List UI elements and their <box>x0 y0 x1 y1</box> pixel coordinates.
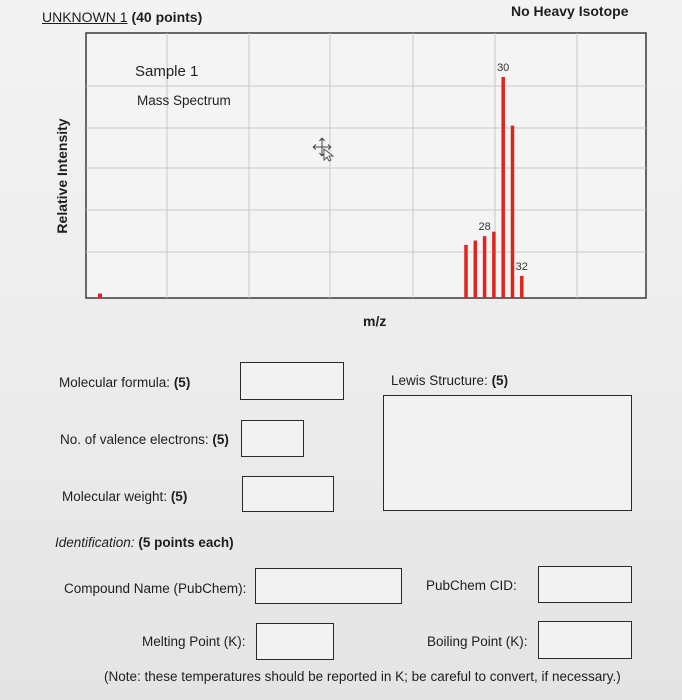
peak-bar-mz-27 <box>474 241 478 298</box>
melting-point-label: Melting Point (K): <box>142 634 246 649</box>
molecular-weight-label: Molecular weight: (5) <box>62 489 188 504</box>
chart-subtitle: Mass Spectrum <box>137 93 231 108</box>
peak-bar-mz-32 <box>520 276 524 298</box>
peak-bar-mz-26 <box>464 245 468 298</box>
y-axis-label: Relative Intensity <box>54 118 70 234</box>
pubchem-cid-label: PubChem CID: <box>426 578 517 593</box>
lewis-structure-box[interactable] <box>383 395 632 511</box>
lewis-structure-label: Lewis Structure: (5) <box>391 373 509 388</box>
molecular-weight-box[interactable] <box>242 476 334 512</box>
x-axis-label: m/z <box>363 313 387 329</box>
peak-bar-mz-28 <box>483 236 487 298</box>
peak-label-32: 32 <box>515 260 528 273</box>
compound-name-label: Compound Name (PubChem): <box>64 581 247 596</box>
peak-bar-mz-30 <box>501 77 505 298</box>
peak-bar-mz-1 <box>98 294 102 299</box>
melting-point-box[interactable] <box>256 623 334 660</box>
compound-name-box[interactable] <box>255 568 402 604</box>
chart-title: Sample 1 <box>135 63 199 80</box>
molecular-formula-box[interactable] <box>240 362 344 400</box>
peak-bar-mz-29 <box>492 232 496 298</box>
identification-heading: Identification: (5 points each) <box>55 535 234 550</box>
isotope-note: No Heavy Isotope <box>511 3 629 19</box>
boiling-point-box[interactable] <box>538 621 632 659</box>
peak-label-28: 28 <box>478 221 491 234</box>
peak-label-30: 30 <box>497 62 510 74</box>
peak-bar-mz-31 <box>511 126 515 298</box>
mass-spectrum-chart <box>0 0 682 340</box>
boiling-point-label: Boiling Point (K): <box>427 634 528 649</box>
pubchem-cid-box[interactable] <box>538 566 632 603</box>
temperature-note: (Note: these temperatures should be reported in K; be careful to convert, if necessary.) <box>104 669 621 684</box>
valence-electrons-box[interactable] <box>241 420 304 457</box>
valence-electrons-label: No. of valence electrons: (5) <box>60 432 229 447</box>
unknown-title: UNKNOWN 1 (40 points) <box>42 9 203 25</box>
molecular-formula-label: Molecular formula: (5) <box>59 375 191 390</box>
